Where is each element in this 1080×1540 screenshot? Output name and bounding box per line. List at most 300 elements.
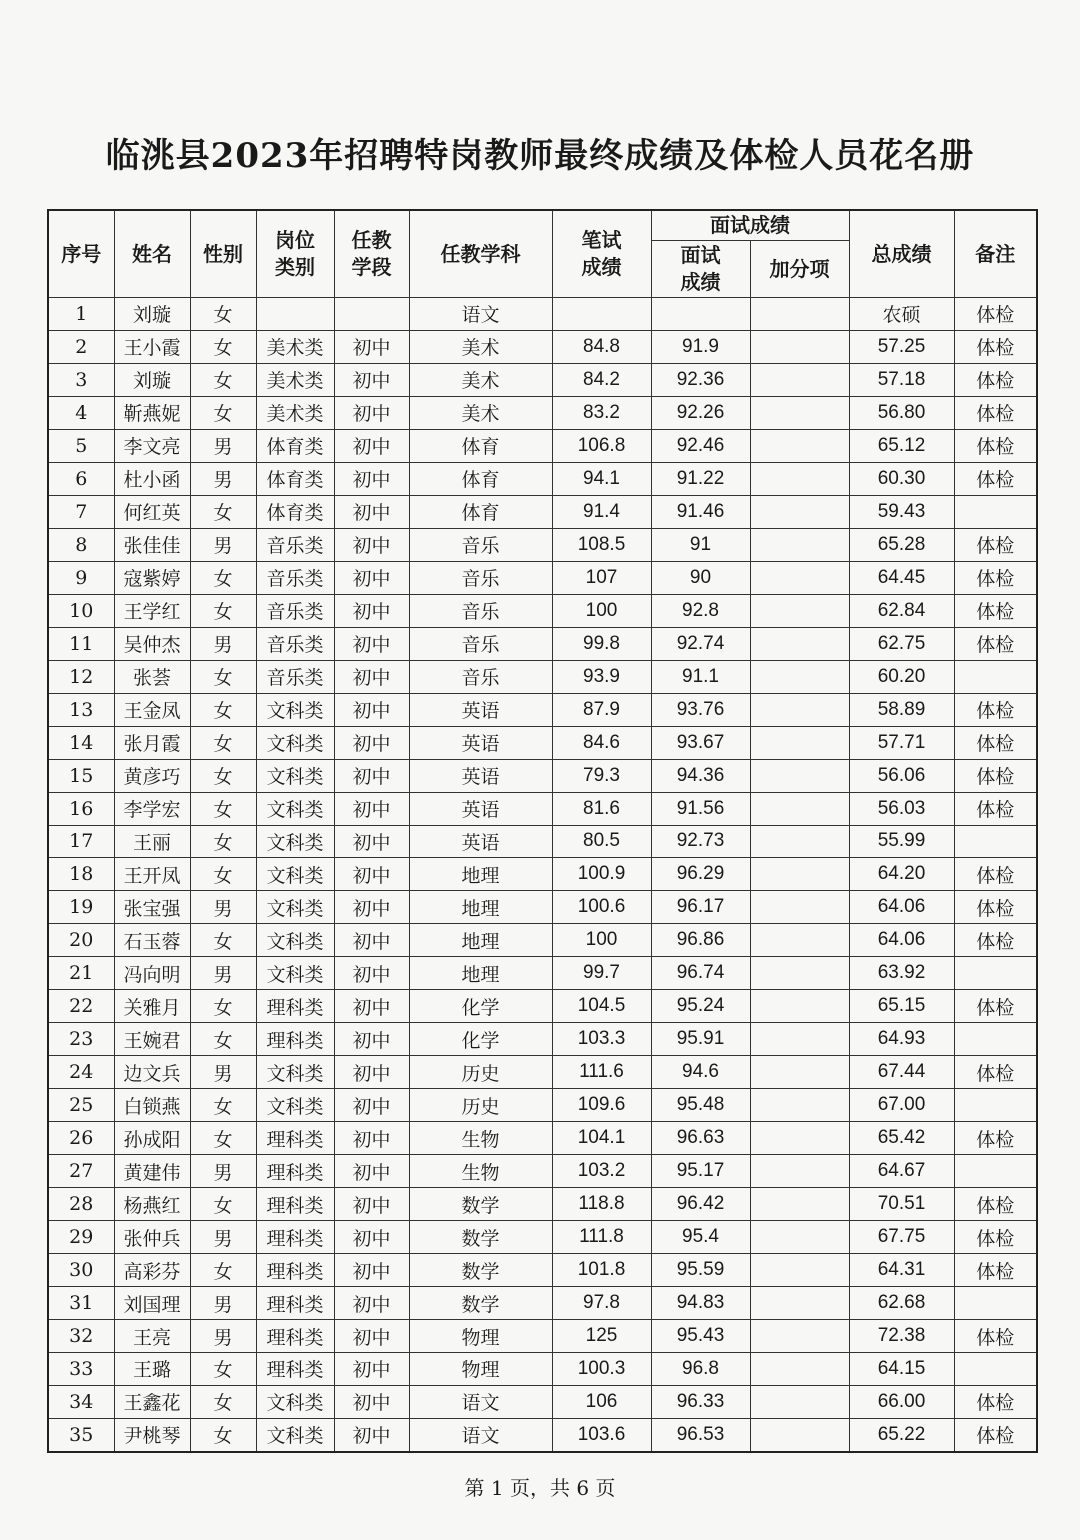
- table-body: [48, 298, 1037, 1452]
- seq-cell: 22: [48, 990, 114, 1023]
- header-interview: [651, 241, 750, 298]
- stage-cell: 初中: [334, 1155, 409, 1188]
- gender-cell: 女: [190, 825, 256, 858]
- subject-cell: 音乐: [409, 528, 552, 561]
- bonus-cell: [750, 660, 849, 693]
- header-stage-line2: 学段: [351, 255, 392, 279]
- subject-cell: 地理: [409, 891, 552, 924]
- subject-cell: 化学: [409, 1023, 552, 1056]
- total-score-cell: 59.43: [849, 495, 954, 528]
- header-bonus: 加分项: [750, 241, 849, 298]
- stage-cell: 初中: [334, 924, 409, 957]
- subject-cell: 数学: [409, 1221, 552, 1254]
- stage-cell: 初中: [334, 528, 409, 561]
- header-written-line1: 笔试: [581, 228, 622, 252]
- bonus-cell: [750, 759, 849, 792]
- seq-cell: 35: [48, 1418, 114, 1451]
- header-written: [552, 210, 651, 298]
- name-cell: 张月霞: [114, 726, 190, 759]
- post-type-cell: 文科类: [256, 1056, 334, 1089]
- remark-cell: 体检: [954, 429, 1037, 462]
- total-score-cell: 67.00: [849, 1089, 954, 1122]
- seq-cell: 30: [48, 1254, 114, 1287]
- gender-cell: 女: [190, 396, 256, 429]
- seq-cell: 2: [48, 330, 114, 363]
- post-type-cell: 文科类: [256, 759, 334, 792]
- post-type-cell: 文科类: [256, 1418, 334, 1451]
- written-score-cell: 108.5: [552, 528, 651, 561]
- written-score-cell: 109.6: [552, 1089, 651, 1122]
- total-score-cell: 65.28: [849, 528, 954, 561]
- written-score-cell: 94.1: [552, 462, 651, 495]
- name-cell: 杜小函: [114, 462, 190, 495]
- remark-cell: 体检: [954, 726, 1037, 759]
- header-stage: [334, 210, 409, 298]
- gender-cell: 女: [190, 330, 256, 363]
- gender-cell: 女: [190, 759, 256, 792]
- subject-cell: 音乐: [409, 660, 552, 693]
- results-table: [47, 209, 1038, 1453]
- table-row: [48, 858, 1037, 891]
- stage-cell: 初中: [334, 429, 409, 462]
- gender-cell: 女: [190, 1089, 256, 1122]
- name-cell: 边文兵: [114, 1056, 190, 1089]
- remark-cell: 体检: [954, 891, 1037, 924]
- table-row: [48, 1122, 1037, 1155]
- written-score-cell: 125: [552, 1320, 651, 1353]
- stage-cell: 初中: [334, 759, 409, 792]
- table-row: [48, 990, 1037, 1023]
- subject-cell: 生物: [409, 1122, 552, 1155]
- total-score-cell: 55.99: [849, 825, 954, 858]
- name-cell: 张仲兵: [114, 1221, 190, 1254]
- remark-cell: 体检: [954, 298, 1037, 331]
- gender-cell: 男: [190, 1155, 256, 1188]
- total-score-cell: 70.51: [849, 1188, 954, 1221]
- remark-cell: 体检: [954, 1056, 1037, 1089]
- subject-cell: 音乐: [409, 561, 552, 594]
- header-remark: 备注: [954, 210, 1037, 298]
- table-row: [48, 957, 1037, 990]
- seq-cell: 9: [48, 561, 114, 594]
- seq-cell: 16: [48, 792, 114, 825]
- name-cell: 石玉蓉: [114, 924, 190, 957]
- gender-cell: 女: [190, 298, 256, 331]
- seq-cell: 11: [48, 627, 114, 660]
- table-row: [48, 1353, 1037, 1386]
- seq-cell: 27: [48, 1155, 114, 1188]
- written-score-cell: 100.3: [552, 1353, 651, 1386]
- total-score-cell: 58.89: [849, 693, 954, 726]
- header-stage-line1: 任教: [351, 228, 392, 252]
- stage-cell: 初中: [334, 1320, 409, 1353]
- interview-score-cell: 96.42: [651, 1188, 750, 1221]
- gender-cell: 女: [190, 693, 256, 726]
- subject-cell: 体育: [409, 462, 552, 495]
- written-score-cell: 100.6: [552, 891, 651, 924]
- written-score-cell: 101.8: [552, 1254, 651, 1287]
- interview-score-cell: 95.43: [651, 1320, 750, 1353]
- table-row: [48, 1418, 1037, 1451]
- header-post-type-line2: 类别: [275, 255, 315, 279]
- interview-score-cell: [651, 298, 750, 331]
- subject-cell: 体育: [409, 429, 552, 462]
- stage-cell: 初中: [334, 858, 409, 891]
- subject-cell: 美术: [409, 330, 552, 363]
- remark-cell: [954, 1089, 1037, 1122]
- total-score-cell: 64.45: [849, 561, 954, 594]
- remark-cell: 体检: [954, 330, 1037, 363]
- table-row: [48, 528, 1037, 561]
- total-score-cell: 65.12: [849, 429, 954, 462]
- name-cell: 王金凤: [114, 693, 190, 726]
- written-score-cell: 106.8: [552, 429, 651, 462]
- interview-score-cell: 92.26: [651, 396, 750, 429]
- subject-cell: 物理: [409, 1320, 552, 1353]
- written-score-cell: 97.8: [552, 1287, 651, 1320]
- total-score-cell: 72.38: [849, 1320, 954, 1353]
- total-score-cell: 农硕: [849, 298, 954, 331]
- total-score-cell: 62.68: [849, 1287, 954, 1320]
- gender-cell: 女: [190, 1353, 256, 1386]
- remark-cell: [954, 660, 1037, 693]
- remark-cell: 体检: [954, 594, 1037, 627]
- post-type-cell: 音乐类: [256, 660, 334, 693]
- interview-score-cell: 91.9: [651, 330, 750, 363]
- table-row: [48, 1188, 1037, 1221]
- gender-cell: 女: [190, 660, 256, 693]
- seq-cell: 21: [48, 957, 114, 990]
- seq-cell: 18: [48, 858, 114, 891]
- page-title: 临洮县2023年招聘特岗教师最终成绩及体检人员花名册: [105, 136, 975, 176]
- name-cell: 张宝强: [114, 891, 190, 924]
- header-post-type: [256, 210, 334, 298]
- total-score-cell: 60.30: [849, 462, 954, 495]
- post-type-cell: 理科类: [256, 1188, 334, 1221]
- written-score-cell: 111.8: [552, 1221, 651, 1254]
- written-score-cell: 81.6: [552, 792, 651, 825]
- bonus-cell: [750, 1385, 849, 1418]
- name-cell: 王开凤: [114, 858, 190, 891]
- table-row: [48, 1089, 1037, 1122]
- gender-cell: 女: [190, 1385, 256, 1418]
- subject-cell: 英语: [409, 825, 552, 858]
- name-cell: 王鑫花: [114, 1385, 190, 1418]
- seq-cell: 4: [48, 396, 114, 429]
- subject-cell: 化学: [409, 990, 552, 1023]
- post-type-cell: 文科类: [256, 693, 334, 726]
- stage-cell: 初中: [334, 825, 409, 858]
- interview-score-cell: 93.67: [651, 726, 750, 759]
- table-row: [48, 1023, 1037, 1056]
- subject-cell: 英语: [409, 693, 552, 726]
- total-score-cell: 64.06: [849, 891, 954, 924]
- post-type-cell: 音乐类: [256, 627, 334, 660]
- table-row: [48, 693, 1037, 726]
- gender-cell: 男: [190, 462, 256, 495]
- name-cell: 王丽: [114, 825, 190, 858]
- name-cell: 王璐: [114, 1353, 190, 1386]
- remark-cell: 体检: [954, 759, 1037, 792]
- stage-cell: 初中: [334, 561, 409, 594]
- table-row: [48, 891, 1037, 924]
- post-type-cell: 文科类: [256, 957, 334, 990]
- post-type-cell: 理科类: [256, 1353, 334, 1386]
- gender-cell: 女: [190, 726, 256, 759]
- table-row: [48, 363, 1037, 396]
- remark-cell: 体检: [954, 1122, 1037, 1155]
- total-score-cell: 65.15: [849, 990, 954, 1023]
- post-type-cell: 美术类: [256, 330, 334, 363]
- written-score-cell: [552, 298, 651, 331]
- seq-cell: 24: [48, 1056, 114, 1089]
- written-score-cell: 104.1: [552, 1122, 651, 1155]
- subject-cell: 英语: [409, 792, 552, 825]
- name-cell: 白锁燕: [114, 1089, 190, 1122]
- table-row: [48, 1287, 1037, 1320]
- total-score-cell: 64.06: [849, 924, 954, 957]
- total-score-cell: 67.75: [849, 1221, 954, 1254]
- interview-score-cell: 95.17: [651, 1155, 750, 1188]
- table-row: [48, 1056, 1037, 1089]
- name-cell: 孙成阳: [114, 1122, 190, 1155]
- name-cell: 冯向明: [114, 957, 190, 990]
- post-type-cell: 理科类: [256, 1122, 334, 1155]
- seq-cell: 5: [48, 429, 114, 462]
- subject-cell: 历史: [409, 1089, 552, 1122]
- name-cell: 王亮: [114, 1320, 190, 1353]
- seq-cell: 3: [48, 363, 114, 396]
- interview-score-cell: 96.74: [651, 957, 750, 990]
- post-type-cell: 理科类: [256, 1287, 334, 1320]
- written-score-cell: 93.9: [552, 660, 651, 693]
- name-cell: 黄建伟: [114, 1155, 190, 1188]
- stage-cell: 初中: [334, 1418, 409, 1451]
- page-footer: [0, 1472, 1080, 1501]
- post-type-cell: 文科类: [256, 924, 334, 957]
- remark-cell: 体检: [954, 561, 1037, 594]
- bonus-cell: [750, 726, 849, 759]
- table-row: [48, 495, 1037, 528]
- name-cell: 王学红: [114, 594, 190, 627]
- bonus-cell: [750, 396, 849, 429]
- subject-cell: 数学: [409, 1287, 552, 1320]
- stage-cell: 初中: [334, 1221, 409, 1254]
- remark-cell: [954, 495, 1037, 528]
- stage-cell: 初中: [334, 1287, 409, 1320]
- table-row: [48, 726, 1037, 759]
- subject-cell: 音乐: [409, 594, 552, 627]
- remark-cell: 体检: [954, 1254, 1037, 1287]
- post-type-cell: 文科类: [256, 1385, 334, 1418]
- subject-cell: 语文: [409, 1418, 552, 1451]
- post-type-cell: [256, 298, 334, 331]
- remark-cell: 体检: [954, 1385, 1037, 1418]
- written-score-cell: 103.6: [552, 1418, 651, 1451]
- total-score-cell: 63.92: [849, 957, 954, 990]
- interview-score-cell: 96.8: [651, 1353, 750, 1386]
- header-name: 姓名: [114, 210, 190, 298]
- bonus-cell: [750, 1287, 849, 1320]
- gender-cell: 男: [190, 1287, 256, 1320]
- gender-cell: 男: [190, 1221, 256, 1254]
- post-type-cell: 文科类: [256, 1089, 334, 1122]
- table-row: [48, 298, 1037, 331]
- gender-cell: 女: [190, 792, 256, 825]
- bonus-cell: [750, 561, 849, 594]
- table-row: [48, 1155, 1037, 1188]
- written-score-cell: 91.4: [552, 495, 651, 528]
- table-row: [48, 1221, 1037, 1254]
- subject-cell: 生物: [409, 1155, 552, 1188]
- total-score-cell: 65.42: [849, 1122, 954, 1155]
- bonus-cell: [750, 1221, 849, 1254]
- seq-cell: 1: [48, 298, 114, 331]
- remark-cell: 体检: [954, 792, 1037, 825]
- interview-score-cell: 96.63: [651, 1122, 750, 1155]
- stage-cell: 初中: [334, 1089, 409, 1122]
- post-type-cell: 美术类: [256, 396, 334, 429]
- post-type-cell: 体育类: [256, 495, 334, 528]
- bonus-cell: [750, 1254, 849, 1287]
- seq-cell: 25: [48, 1089, 114, 1122]
- stage-cell: 初中: [334, 1056, 409, 1089]
- seq-cell: 28: [48, 1188, 114, 1221]
- table-row: [48, 1385, 1037, 1418]
- total-score-cell: 64.93: [849, 1023, 954, 1056]
- gender-cell: 女: [190, 1418, 256, 1451]
- header-seq: 序号: [48, 210, 114, 298]
- header-interview-group: 面试成绩: [651, 210, 849, 241]
- bonus-cell: [750, 1122, 849, 1155]
- table-row: [48, 660, 1037, 693]
- interview-score-cell: 96.53: [651, 1418, 750, 1451]
- post-type-cell: 文科类: [256, 825, 334, 858]
- stage-cell: 初中: [334, 891, 409, 924]
- total-score-cell: 57.71: [849, 726, 954, 759]
- post-type-cell: 音乐类: [256, 528, 334, 561]
- name-cell: 吴仲杰: [114, 627, 190, 660]
- name-cell: 李文亮: [114, 429, 190, 462]
- post-type-cell: 文科类: [256, 792, 334, 825]
- name-cell: 寇紫婷: [114, 561, 190, 594]
- subject-cell: 历史: [409, 1056, 552, 1089]
- interview-score-cell: 93.76: [651, 693, 750, 726]
- remark-cell: 体检: [954, 462, 1037, 495]
- gender-cell: 女: [190, 1254, 256, 1287]
- bonus-cell: [750, 891, 849, 924]
- total-score-cell: 57.18: [849, 363, 954, 396]
- remark-cell: 体检: [954, 396, 1037, 429]
- bonus-cell: [750, 627, 849, 660]
- stage-cell: 初中: [334, 660, 409, 693]
- post-type-cell: 文科类: [256, 858, 334, 891]
- stage-cell: 初中: [334, 693, 409, 726]
- stage-cell: 初中: [334, 990, 409, 1023]
- seq-cell: 6: [48, 462, 114, 495]
- stage-cell: 初中: [334, 462, 409, 495]
- total-score-cell: 66.00: [849, 1385, 954, 1418]
- gender-cell: 女: [190, 924, 256, 957]
- interview-score-cell: 96.86: [651, 924, 750, 957]
- interview-score-cell: 92.8: [651, 594, 750, 627]
- stage-cell: 初中: [334, 726, 409, 759]
- remark-cell: [954, 1287, 1037, 1320]
- remark-cell: 体检: [954, 990, 1037, 1023]
- post-type-cell: 理科类: [256, 990, 334, 1023]
- bonus-cell: [750, 462, 849, 495]
- remark-cell: 体检: [954, 1188, 1037, 1221]
- stage-cell: 初中: [334, 957, 409, 990]
- header-post-type-line1: 岗位: [275, 228, 315, 252]
- post-type-cell: 音乐类: [256, 561, 334, 594]
- subject-cell: 美术: [409, 396, 552, 429]
- post-type-cell: 音乐类: [256, 594, 334, 627]
- stage-cell: 初中: [334, 1023, 409, 1056]
- seq-cell: 13: [48, 693, 114, 726]
- interview-score-cell: 91.22: [651, 462, 750, 495]
- table-row: [48, 1254, 1037, 1287]
- written-score-cell: 104.5: [552, 990, 651, 1023]
- bonus-cell: [750, 528, 849, 561]
- total-score-cell: 57.25: [849, 330, 954, 363]
- table-row: [48, 594, 1037, 627]
- remark-cell: [954, 1155, 1037, 1188]
- total-score-cell: 64.67: [849, 1155, 954, 1188]
- name-cell: 李学宏: [114, 792, 190, 825]
- subject-cell: 地理: [409, 858, 552, 891]
- header-interview-line1: 面试: [680, 243, 721, 267]
- total-score-cell: 64.15: [849, 1353, 954, 1386]
- post-type-cell: 理科类: [256, 1254, 334, 1287]
- subject-cell: 地理: [409, 957, 552, 990]
- seq-cell: 10: [48, 594, 114, 627]
- name-cell: 关雅月: [114, 990, 190, 1023]
- bonus-cell: [750, 924, 849, 957]
- gender-cell: 男: [190, 1056, 256, 1089]
- bonus-cell: [750, 330, 849, 363]
- gender-cell: 女: [190, 990, 256, 1023]
- written-score-cell: 99.7: [552, 957, 651, 990]
- written-score-cell: 100: [552, 594, 651, 627]
- gender-cell: 男: [190, 627, 256, 660]
- interview-score-cell: 95.4: [651, 1221, 750, 1254]
- interview-score-cell: 91.56: [651, 792, 750, 825]
- bonus-cell: [750, 957, 849, 990]
- stage-cell: 初中: [334, 627, 409, 660]
- total-score-cell: 64.31: [849, 1254, 954, 1287]
- subject-cell: 地理: [409, 924, 552, 957]
- bonus-cell: [750, 594, 849, 627]
- name-cell: 黄彦巧: [114, 759, 190, 792]
- stage-cell: 初中: [334, 330, 409, 363]
- table-row: [48, 330, 1037, 363]
- table-row: [48, 462, 1037, 495]
- subject-cell: 数学: [409, 1188, 552, 1221]
- subject-cell: 英语: [409, 759, 552, 792]
- bonus-cell: [750, 298, 849, 331]
- subject-cell: 体育: [409, 495, 552, 528]
- seq-cell: 12: [48, 660, 114, 693]
- table-row: [48, 396, 1037, 429]
- post-type-cell: 体育类: [256, 462, 334, 495]
- seq-cell: 34: [48, 1385, 114, 1418]
- gender-cell: 女: [190, 594, 256, 627]
- interview-score-cell: 95.48: [651, 1089, 750, 1122]
- written-score-cell: 118.8: [552, 1188, 651, 1221]
- name-cell: 张佳佳: [114, 528, 190, 561]
- header-subject: 任教学科: [409, 210, 552, 298]
